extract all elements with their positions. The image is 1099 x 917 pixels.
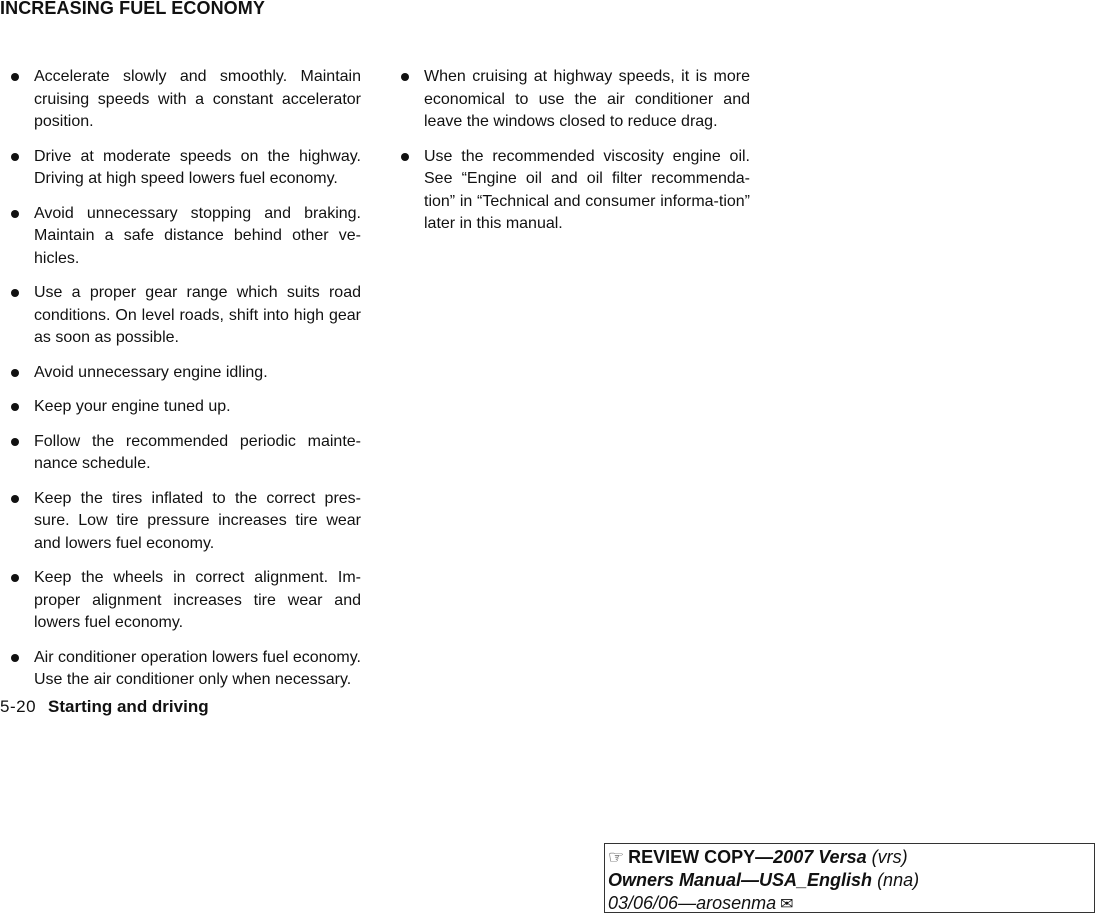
list-item bbox=[11, 647, 361, 692]
left-column-list bbox=[11, 66, 361, 704]
list-item-text: Keep your engine tuned up. bbox=[34, 398, 231, 415]
list-item bbox=[11, 488, 361, 556]
review-line-2 bbox=[608, 869, 1094, 892]
review-label: REVIEW COPY— bbox=[628, 847, 774, 867]
review-line-1 bbox=[608, 846, 1094, 869]
list-item bbox=[11, 203, 361, 271]
review-line-3 bbox=[608, 892, 1094, 916]
list-item bbox=[11, 567, 361, 635]
list-item-text: When cruising at highway speeds, it is more economical to use the air conditioner and leave the windows closed to reduce drag. bbox=[424, 68, 750, 130]
bullet-icon bbox=[401, 73, 409, 81]
list-item-text: Keep the wheels in correct alignment. Im-proper alignment increases tire wear and lowers fuel economy. bbox=[34, 569, 361, 631]
review-date-author: 03/06/06—arosenma bbox=[608, 893, 777, 913]
list-item-text: Avoid unnecessary engine idling. bbox=[34, 363, 268, 381]
list-item bbox=[11, 66, 361, 134]
list-item-text: Avoid unnecessary stopping and braking. Maintain a safe distance behind other ve-hicles. bbox=[34, 204, 361, 267]
bullet-icon bbox=[401, 153, 409, 161]
bullet-icon bbox=[11, 495, 19, 503]
list-item-text: Use a proper gear range which suits road conditions. On level roads, shift into high gear as soon as possible. bbox=[34, 284, 361, 346]
bullet-icon bbox=[11, 654, 19, 662]
list-item-text: Accelerate slowly and smoothly. Maintain cruising speeds with a constant accelerator position. bbox=[34, 68, 361, 130]
list-item bbox=[401, 66, 750, 134]
envelope-icon: ✉ bbox=[780, 896, 794, 913]
manual-name: Owners Manual—USA_English bbox=[608, 870, 873, 890]
list-item-text: Drive at moderate speeds on the highway. Driving at high speed lowers fuel economy. bbox=[34, 147, 361, 187]
bullet-icon bbox=[11, 369, 19, 377]
list-item-text: Follow the recommended periodic mainte-nance schedule. bbox=[34, 432, 361, 472]
list-item-text: Use the recommended viscosity engine oil. See “Engine oil and oil filter recommenda-tion” in “Technical and consumer informa-tion” later in this manual. bbox=[424, 147, 750, 232]
page-header-title: INCREASING FUEL ECONOMY bbox=[0, 0, 265, 18]
model-code: (vrs) bbox=[866, 847, 908, 867]
bullet-icon bbox=[11, 574, 19, 582]
review-copy-box bbox=[604, 843, 1095, 913]
right-column-list bbox=[401, 66, 750, 248]
list-item-text: Keep the tires inflated to the correct pres-sure. Low tire pressure increases tire wear and lowers fuel economy. bbox=[34, 489, 361, 552]
bullet-icon bbox=[11, 403, 19, 411]
model-name: 2007 Versa bbox=[773, 847, 867, 867]
bullet-icon bbox=[11, 438, 19, 446]
page-number: 5-20 bbox=[0, 697, 37, 716]
list-item bbox=[401, 146, 750, 236]
list-item bbox=[11, 362, 361, 385]
bullet-icon bbox=[11, 210, 19, 218]
section-title: Starting and driving bbox=[48, 697, 209, 716]
pointing-hand-icon: ☞ bbox=[608, 847, 625, 867]
list-item-text: Air conditioner operation lowers fuel economy. Use the air conditioner only when necessary. bbox=[34, 648, 361, 688]
list-item bbox=[11, 396, 361, 419]
page-footer bbox=[0, 697, 209, 717]
manual-code: (nna) bbox=[872, 870, 920, 890]
list-item bbox=[11, 146, 361, 191]
bullet-icon bbox=[11, 153, 19, 161]
list-item bbox=[11, 431, 361, 476]
bullet-icon bbox=[11, 73, 19, 81]
list-item bbox=[11, 282, 361, 350]
bullet-icon bbox=[11, 289, 19, 297]
